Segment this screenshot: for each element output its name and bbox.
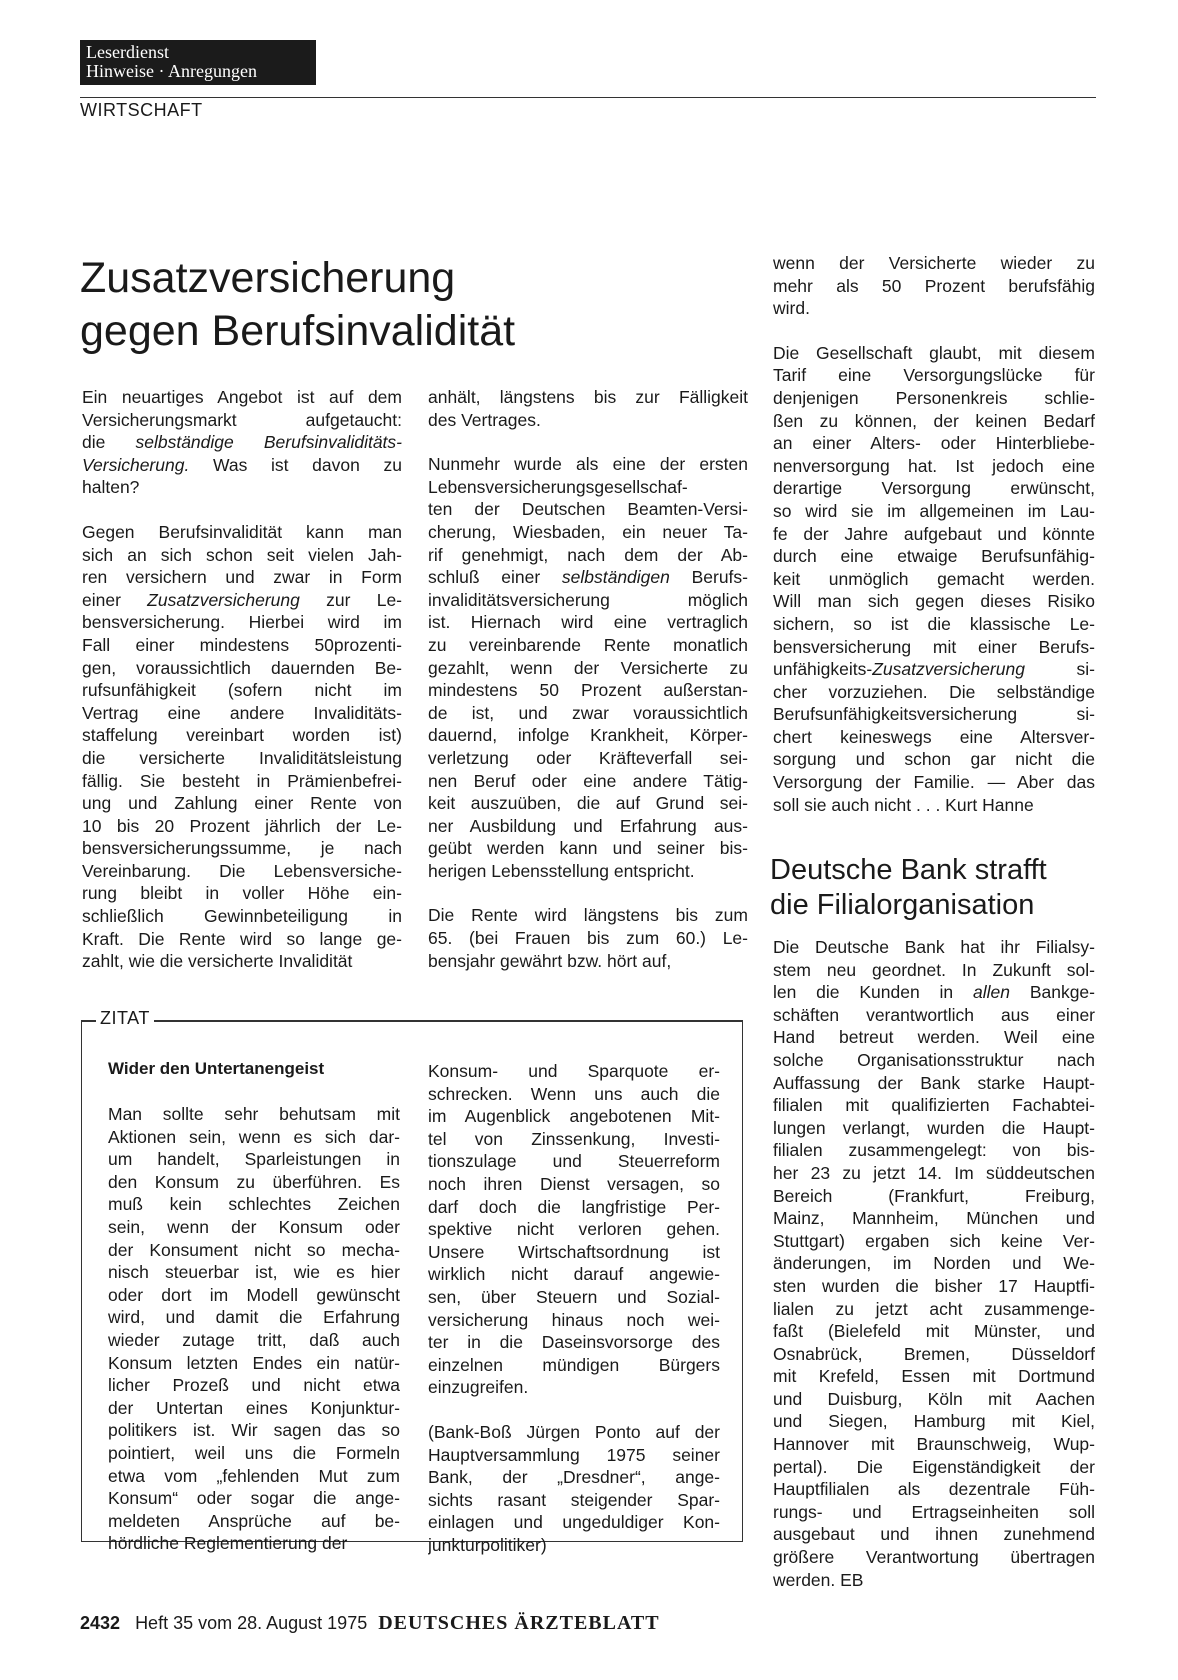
text-line: len die Kunden in allen Bankge- [773,982,1095,1003]
text-line: zahlt, wie die versicherte Invalidität [82,951,353,972]
text-line: mehr als 50 Prozent berufsfähig [773,275,1095,296]
text-line: nenversorgung hat. Ist jedoch eine [773,455,1095,476]
text-line: Auffassung der Bank starke Haupt- [773,1072,1095,1093]
text-line: Stuttgart) ergaben sich keine Ver- [773,1230,1095,1251]
text-line: ren versichern und zwar in Form [82,567,402,588]
text-line: im Augenblick angebotenen Mit- [428,1106,720,1127]
text-line: Osnabrück, Bremen, Düsseldorf [773,1343,1095,1364]
text-line: lialen zu jetzt acht zusammenge- [773,1298,1095,1319]
text-line: sen, über Steuern und Sozial- [428,1286,720,1307]
magazine-name: DEUTSCHES ÄRZTEBLATT [378,1612,660,1634]
text-line: halten? [82,477,140,498]
text-line: bensjahr gewährt bzw. hört auf, [428,950,672,971]
text-line: ist. Hiernach wird eine vertraglich [428,612,748,633]
text-line: ter in die Daseinsvorsorge des [428,1332,720,1353]
text-line: solche Organisationsstruktur nach [773,1049,1095,1070]
zitat-column-1 [108,1103,400,1577]
text-line: hördliche Reglementierung der [108,1533,348,1554]
text-line: einzugreifen. [428,1377,529,1398]
article-column-1 [82,386,402,995]
text-line: wieder zutage tritt, daß auch [108,1329,400,1350]
paragraph [773,342,1095,816]
text-line: und Siegen, Hamburg mit Kiel, [773,1411,1095,1432]
article-title-line2: gegen Berufsinvalidität [80,307,516,355]
text-line: gezahlt, wenn der Versicherte zu [428,657,748,678]
text-line: rif genehmigt, nach dem der Ab- [428,544,748,565]
paragraph [428,1060,720,1399]
text-line: pertal). Die Eigenständigkeit der [773,1456,1095,1477]
text-line: Konsum“ oder sogar die ange- [108,1488,400,1509]
text-line: geübt werden kann und seiner bis- [428,838,748,859]
zitat-top-rule [81,1020,743,1022]
paragraph [428,386,748,431]
text-line: muß kein schlechtes Zeichen [108,1194,400,1215]
paragraph [773,936,1095,1591]
text-line: Die Deutsche Bank hat ihr Filialsy- [773,937,1095,957]
text-line: stem neu geordnet. In Zukunft sol- [773,959,1095,980]
text-line: einzelnen mündigen Bürgers [428,1354,720,1375]
text-line: staffelung vereinbart worden ist) [82,725,402,746]
text-line: so wird sie im allgemeinen im Lau- [773,500,1095,521]
text-line: einer Zusatzversicherung zur Le- [82,589,402,610]
section-tag-line2: Hinweise · Anregungen [86,61,257,81]
issue-info: Heft 35 vom 28. August 1975 [135,1613,368,1633]
text-line: politikers ist. Wir sagen das so [108,1420,400,1441]
text-line: licher Prozeß und nicht etwa [108,1375,400,1396]
article-title [80,252,620,358]
text-line: Die Rente wird längstens bis zum [428,905,748,926]
text-line: der Untertan eines Konjunktur- [108,1397,400,1418]
text-line: sten wurden die bisher 17 Hauptfi- [773,1275,1095,1296]
text-line: Konsum- und Sparquote er- [428,1061,720,1081]
text-line: darf doch die langfristige Per- [428,1196,720,1217]
text-line: tionszulage und Steuerreform [428,1151,720,1172]
text-line: herigen Lebensstellung entspricht. [428,860,695,881]
paragraph [428,453,748,882]
text-line: de ist, und zwar voraussichtlich [428,702,748,723]
text-line: den Konsum zu überführen. Es [108,1171,400,1192]
text-line: pointiert, weil uns die Formeln [108,1442,400,1463]
text-line: um handelt, Sparleistungen in [108,1149,400,1170]
paragraph [773,252,1095,320]
text-line: etwa vom „fehlenden Mut zum [108,1465,400,1486]
text-line: Fall einer mindestens 50prozenti- [82,634,402,655]
text-line: durch eine etwaige Berufsunfähig- [773,546,1095,567]
header-rule [80,97,1096,98]
paragraph [428,904,748,972]
text-line: ausgebaut und ihnen zunehmend [773,1524,1095,1545]
text-line: Aktionen sein, wenn es sich dar- [108,1126,400,1147]
text-line: gen, voraussichtlich dauernden Be- [82,657,402,678]
text-line: Bereich (Frankfurt, Freiburg, [773,1185,1095,1206]
paragraph [428,1421,720,1557]
text-line: ßen zu können, der keinen Bedarf [773,410,1095,431]
text-line: rufsunfähigkeit (sofern nicht im [82,680,402,701]
article2-title [770,853,1100,923]
text-line: filialen zusammengelegt: von bis- [773,1140,1095,1161]
text-line: ung und Zahlung einer Rente von [82,793,402,814]
text-line: junkturpolitiker) [428,1534,547,1555]
text-line: wird. [773,298,810,319]
text-line: wirklich nicht darauf angewie- [428,1264,720,1285]
text-line: sichern, so ist die klassische Le- [773,613,1095,634]
text-line: Will man sich gegen dieses Risiko [773,591,1095,612]
text-line: verletzung oder Kräfteverfall sei- [428,747,748,768]
text-line: fällig. Sie besteht in Prämienbefrei- [82,770,402,791]
text-line: und Duisburg, Köln mit Aachen [773,1388,1095,1409]
text-line: sorgung und schon gar nicht die [773,749,1095,770]
text-line: versicherung hinaus noch wei- [428,1309,720,1330]
text-line: 65. (bei Frauen bis zum 60.) Le- [428,928,748,949]
text-line: meldeten Ansprüche auf be- [108,1510,400,1531]
article2-title-line2: die Filialorganisation [770,889,1035,921]
text-line: schrecken. Wenn uns auch die [428,1083,720,1104]
text-line: tel von Zinssenkung, Investi- [428,1128,720,1149]
text-line: spektive nicht verloren gehen. [428,1219,720,1240]
text-line: fe der Jahre aufgebaut und könnte [773,523,1095,544]
text-line: wenn der Versicherte wieder zu [773,253,1095,273]
page-footer [80,1612,660,1635]
text-line: mindestens 50 Prozent außerstan- [428,680,748,701]
text-line: mit Krefeld, Essen mit Dortmund [773,1366,1095,1387]
text-line: (Bank-Boß Jürgen Ponto auf der [428,1421,720,1442]
text-line: anhält, längstens bis zur Fälligkeit [428,387,748,407]
page-number: 2432 [80,1613,121,1633]
text-line: Mainz, Mannheim, München und [773,1208,1095,1229]
text-line: Kraft. Die Rente wird so lange ge- [82,928,402,949]
text-line: an einer Alters- oder Hinterbliebe- [773,433,1095,454]
text-line: Unsere Wirtschaftsordnung ist [428,1241,720,1262]
text-line: zu vereinbarende Rente monatlich [428,634,748,655]
text-line: Gegen Berufsinvalidität kann man [82,521,402,542]
text-line: Hannover mit Braunschweig, Wup- [773,1434,1095,1455]
text-line: Berufsunfähigkeitsversicherung si- [773,704,1095,725]
text-line: ner Ausbildung und Erfahrung aus- [428,815,748,836]
text-line: cher vorzuziehen. Die selbständige [773,681,1095,702]
text-line: her 23 zu jetzt 14. Im süddeutschen [773,1162,1095,1183]
text-line: des Vertrages. [428,409,541,430]
text-line: schluß einer selbständigen Berufs- [428,567,748,588]
text-line: schließlich Gewinnbeteiligung in [82,906,402,927]
text-line: 10 bis 20 Prozent jährlich der Le- [82,815,402,836]
text-line: Hauptversammlung 1975 seiner [428,1444,720,1465]
text-line: sich an sich schon seit vielen Jah- [82,544,402,565]
text-line: Bank, der „Dresdner“, ange- [428,1467,720,1488]
article-column-2 [428,386,748,994]
text-line: Man sollte sehr behutsam mit [108,1104,400,1124]
section-label: WIRTSCHAFT [80,100,203,120]
text-line: denjenigen Personenkreis schlie- [773,387,1095,408]
text-line: Hand betreut werden. Weil eine [773,1027,1095,1048]
zitat-title: Wider den Untertanengeist [108,1059,325,1078]
text-line: bensversicherungssumme, je nach [82,838,402,859]
text-line: Hauptfilialen als dezentrale Füh- [773,1479,1095,1500]
text-line: unfähigkeits-Zusatzversicherung si- [773,659,1095,680]
text-line: größere Verantwortung übertragen [773,1547,1095,1568]
text-line: die versicherte Invaliditätsleistung [82,747,402,768]
text-line: Versicherungsmarkt aufgetaucht: [82,409,402,430]
text-line: faßt (Bielefeld mit Münster, und [773,1321,1095,1342]
text-line: einlagen und ungeduldiger Kon- [428,1512,720,1533]
text-line: dauernd, infolge Krankheit, Körper- [428,725,748,746]
text-line: Ein neuartiges Angebot ist auf dem [82,387,402,407]
text-line: nen Beruf oder eine andere Tätig- [428,770,748,791]
text-line: noch ihren Dienst versagen, so [428,1173,720,1194]
paragraph [108,1103,400,1555]
text-line: Vertrag eine andere Invaliditäts- [82,702,402,723]
text-line: änderungen, im Norden und We- [773,1253,1095,1274]
article-column-3 [773,252,1095,838]
text-line: die selbständige Berufsinvaliditäts- [82,432,402,453]
text-line: Die Gesellschaft glaubt, mit diesem [773,342,1095,363]
text-line: ten der Deutschen Beamten-Versi- [428,499,748,520]
text-line: soll sie auch nicht . . . Kurt Hanne [773,794,1034,815]
text-line: Versicherung. Was ist davon zu [82,454,402,475]
section-tag-line1: Leserdienst [86,42,169,62]
text-line: sein, wenn der Konsum oder [108,1216,400,1237]
paragraph [82,521,402,973]
text-line: Lebensversicherungsgesellschaf- [428,476,688,497]
text-line: oder dort im Modell gewünscht [108,1284,400,1305]
section-tag [80,40,316,85]
article2-title-line1: Deutsche Bank strafft [770,854,1047,886]
zitat-label: ZITAT [96,1008,154,1029]
text-line: Nunmehr wurde als eine der ersten [428,454,748,475]
text-line: chert keineswegs eine Altersver- [773,726,1095,747]
text-line: schäften verantwortlich aus einer [773,1004,1095,1025]
text-line: keit auszuüben, die auf Grund sei- [428,793,748,814]
text-line: filialen mit qualifizierten Fachabtei- [773,1095,1095,1116]
text-line: Konsum letzten Endes ein natür- [108,1352,400,1373]
text-line: der Konsument nicht so mecha- [108,1239,400,1260]
zitat-column-2 [428,1060,720,1578]
text-line: bensversicherung mit einer Berufs- [773,636,1095,657]
text-line: rungs- und Ertragseinheiten soll [773,1501,1095,1522]
text-line: sichts rasant steigender Spar- [428,1489,720,1510]
text-line: werden. EB [773,1569,864,1590]
text-line: invaliditätsversicherung möglich [428,589,748,610]
text-line: bensversicherung. Hierbei wird im [82,612,402,633]
text-line: wird, und damit die Erfahrung [108,1307,400,1328]
text-line: Versorgung der Familie. — Aber das [773,772,1095,793]
text-line: Vereinbarung. Die Lebensversiche- [82,860,402,881]
article2-column [773,936,1095,1613]
text-line: derartige Versorgung erwünscht, [773,478,1095,499]
text-line: Tarif eine Versorgungslücke für [773,365,1095,386]
text-line: nisch steuerbar ist, wie es hier [108,1262,400,1283]
text-line: cherung, Wiesbaden, ein neuer Ta- [428,521,748,542]
text-line: rung bleibt in voller Höhe ein- [82,883,402,904]
text-line: keit unmöglich gemacht werden. [773,568,1095,589]
paragraph [82,386,402,499]
article-title-line1: Zusatzversicherung [80,254,456,302]
text-line: lungen verlangt, wurden die Haupt- [773,1117,1095,1138]
